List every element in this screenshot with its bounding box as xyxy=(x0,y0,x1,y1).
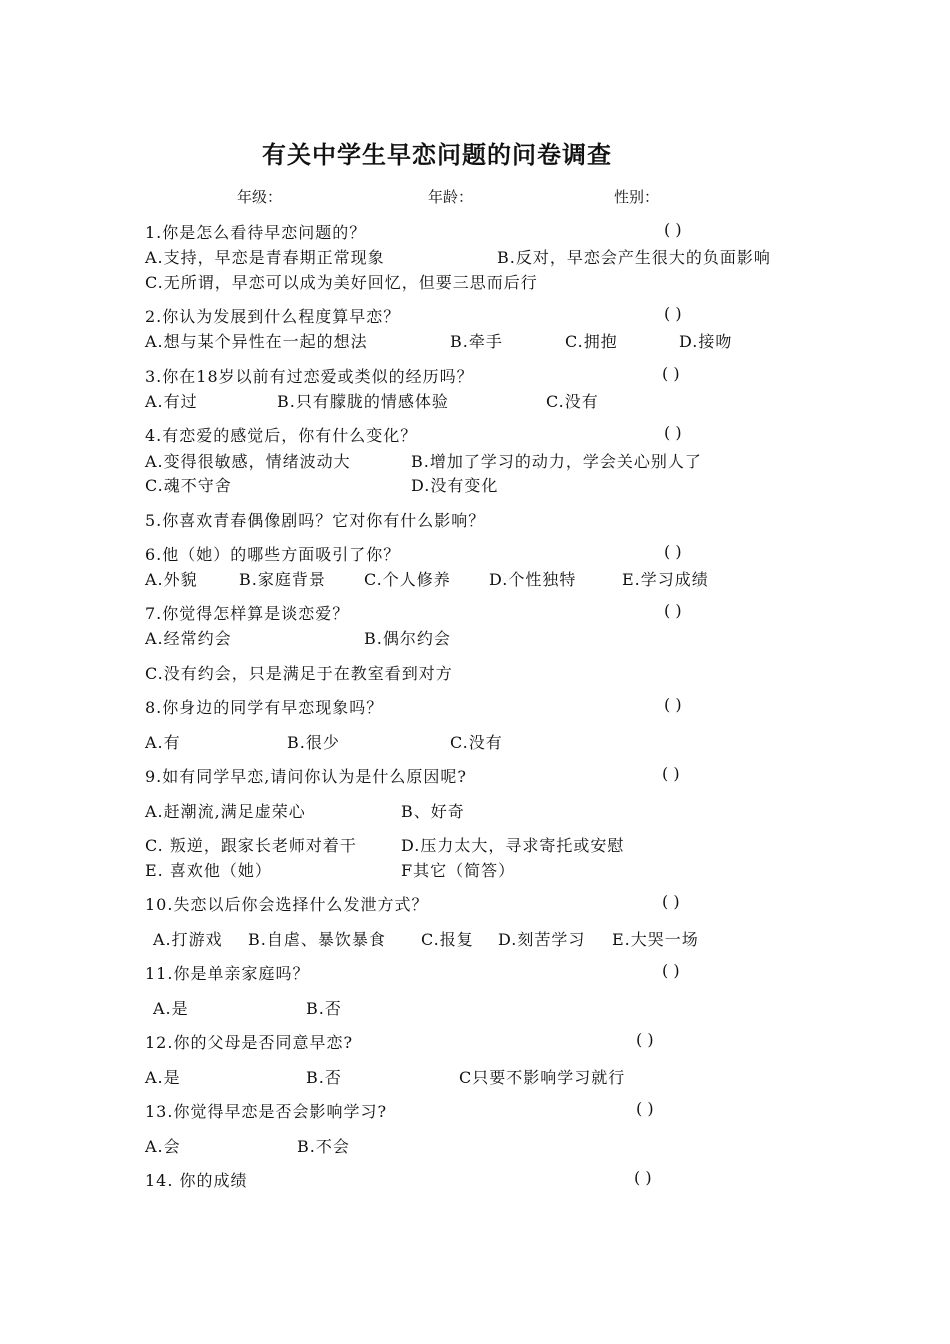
question-14: 14. 你的成绩 xyxy=(145,1171,248,1190)
q1-option-b: B.反对，早恋会产生很大的负面影响 xyxy=(497,248,771,267)
age-label: 年龄： xyxy=(428,188,474,206)
question-1: 1.你是怎么看待早恋问题的？ xyxy=(145,223,367,242)
q3-option-c: C.没有 xyxy=(546,392,599,411)
q10-option-a: A.打游戏 xyxy=(153,930,223,949)
answer-blank-6: ( ) xyxy=(664,542,682,561)
answer-blank-13: ( ) xyxy=(636,1099,654,1118)
q1-option-a: A.支持，早恋是青春期正常现象 xyxy=(145,248,385,267)
question-12: 12.你的父母是否同意早恋? xyxy=(145,1033,354,1052)
question-7: 7.你觉得怎样算是谈恋爱？ xyxy=(145,604,350,623)
q8-option-c: C.没有 xyxy=(450,733,503,752)
q9-option-b: B、好奇 xyxy=(401,802,465,821)
q9-option-c: C. 叛逆，跟家长老师对着干 xyxy=(145,836,357,855)
answer-blank-10: ( ) xyxy=(662,892,680,911)
q2-option-b: B.牵手 xyxy=(450,332,503,351)
q13-option-b: B.不会 xyxy=(297,1137,350,1156)
question-3: 3.你在18岁以前有过恋爱或类似的经历吗？ xyxy=(145,367,474,386)
answer-blank-14: ( ) xyxy=(634,1168,652,1187)
q9-option-e: E. 喜欢他（她） xyxy=(145,861,272,880)
q7-option-a: A.经常约会 xyxy=(145,629,232,648)
q11-option-b: B.否 xyxy=(306,999,342,1018)
q8-option-b: B.很少 xyxy=(287,733,340,752)
q10-option-c: C.报复 xyxy=(421,930,474,949)
q6-option-d: D.个性独特 xyxy=(489,570,577,589)
page-title: 有关中学生早恋问题的问卷调查 xyxy=(262,141,612,169)
gender-label: 性别： xyxy=(614,188,660,206)
question-8: 8.你身边的同学有早恋现象吗？ xyxy=(145,698,384,717)
question-2: 2.你认为发展到什么程度算早恋？ xyxy=(145,307,401,326)
q6-option-a: A.外貌 xyxy=(145,570,198,589)
grade-label: 年级： xyxy=(237,188,283,206)
q10-option-e: E.大哭一场 xyxy=(612,930,699,949)
answer-blank-3: ( ) xyxy=(662,364,680,383)
answer-blank-2: ( ) xyxy=(664,304,682,323)
q9-option-a: A.赶潮流,满足虚荣心 xyxy=(145,802,306,821)
q3-option-a: A.有过 xyxy=(145,392,198,411)
q3-option-b: B.只有朦胧的情感体验 xyxy=(277,392,449,411)
answer-blank-11: ( ) xyxy=(662,961,680,980)
q2-option-c: C.拥抱 xyxy=(565,332,618,351)
question-5: 5.你喜欢青春偶像剧吗？它对你有什么影响？ xyxy=(145,511,486,530)
q4-option-b: B.增加了学习的动力，学会关心别人了 xyxy=(411,452,702,471)
q10-option-b: B.自虐、暴饮暴食 xyxy=(248,930,386,949)
answer-blank-12: ( ) xyxy=(636,1030,654,1049)
q12-option-b: B.否 xyxy=(306,1068,342,1087)
q2-option-a: A.想与某个异性在一起的想法 xyxy=(145,332,368,351)
q1-option-c: C.无所谓，早恋可以成为美好回忆，但要三思而后行 xyxy=(145,273,538,292)
question-6: 6.他（她）的哪些方面吸引了你？ xyxy=(145,545,401,564)
q7-option-c: C.没有约会，只是满足于在教室看到对方 xyxy=(145,664,453,683)
q6-option-e: E.学习成绩 xyxy=(622,570,709,589)
question-4: 4.有恋爱的感觉后，你有什么变化？ xyxy=(145,426,418,445)
q6-option-c: C.个人修养 xyxy=(364,570,451,589)
question-11: 11.你是单亲家庭吗？ xyxy=(145,964,310,983)
answer-blank-8: ( ) xyxy=(664,695,682,714)
answer-blank-7: ( ) xyxy=(664,601,682,620)
answer-blank-1: ( ) xyxy=(664,220,682,239)
q4-option-d: D.没有变化 xyxy=(411,476,499,495)
q13-option-a: A.会 xyxy=(145,1137,181,1156)
answer-blank-4: ( ) xyxy=(664,423,682,442)
q4-option-c: C.魂不守舍 xyxy=(145,476,232,495)
answer-blank-9: ( ) xyxy=(662,764,680,783)
q10-option-d: D.刻苦学习 xyxy=(498,930,586,949)
q11-option-a: A.是 xyxy=(153,999,189,1018)
q7-option-b: B.偶尔约会 xyxy=(364,629,451,648)
q12-option-c: C只要不影响学习就行 xyxy=(459,1068,626,1087)
question-13: 13.你觉得早恋是否会影响学习? xyxy=(145,1102,388,1121)
q2-option-d: D.接吻 xyxy=(679,332,733,351)
q12-option-a: A.是 xyxy=(145,1068,181,1087)
q9-option-d: D.压力太大，寻求寄托或安慰 xyxy=(401,836,625,855)
q4-option-a: A.变得很敏感，情绪波动大 xyxy=(145,452,351,471)
q6-option-b: B.家庭背景 xyxy=(239,570,326,589)
question-10: 10.失恋以后你会选择什么发泄方式？ xyxy=(145,895,429,914)
q9-option-f: F其它（简答） xyxy=(401,861,516,880)
question-9: 9.如有同学早恋,请问你认为是什么原因呢? xyxy=(145,767,467,786)
q8-option-a: A.有 xyxy=(145,733,181,752)
